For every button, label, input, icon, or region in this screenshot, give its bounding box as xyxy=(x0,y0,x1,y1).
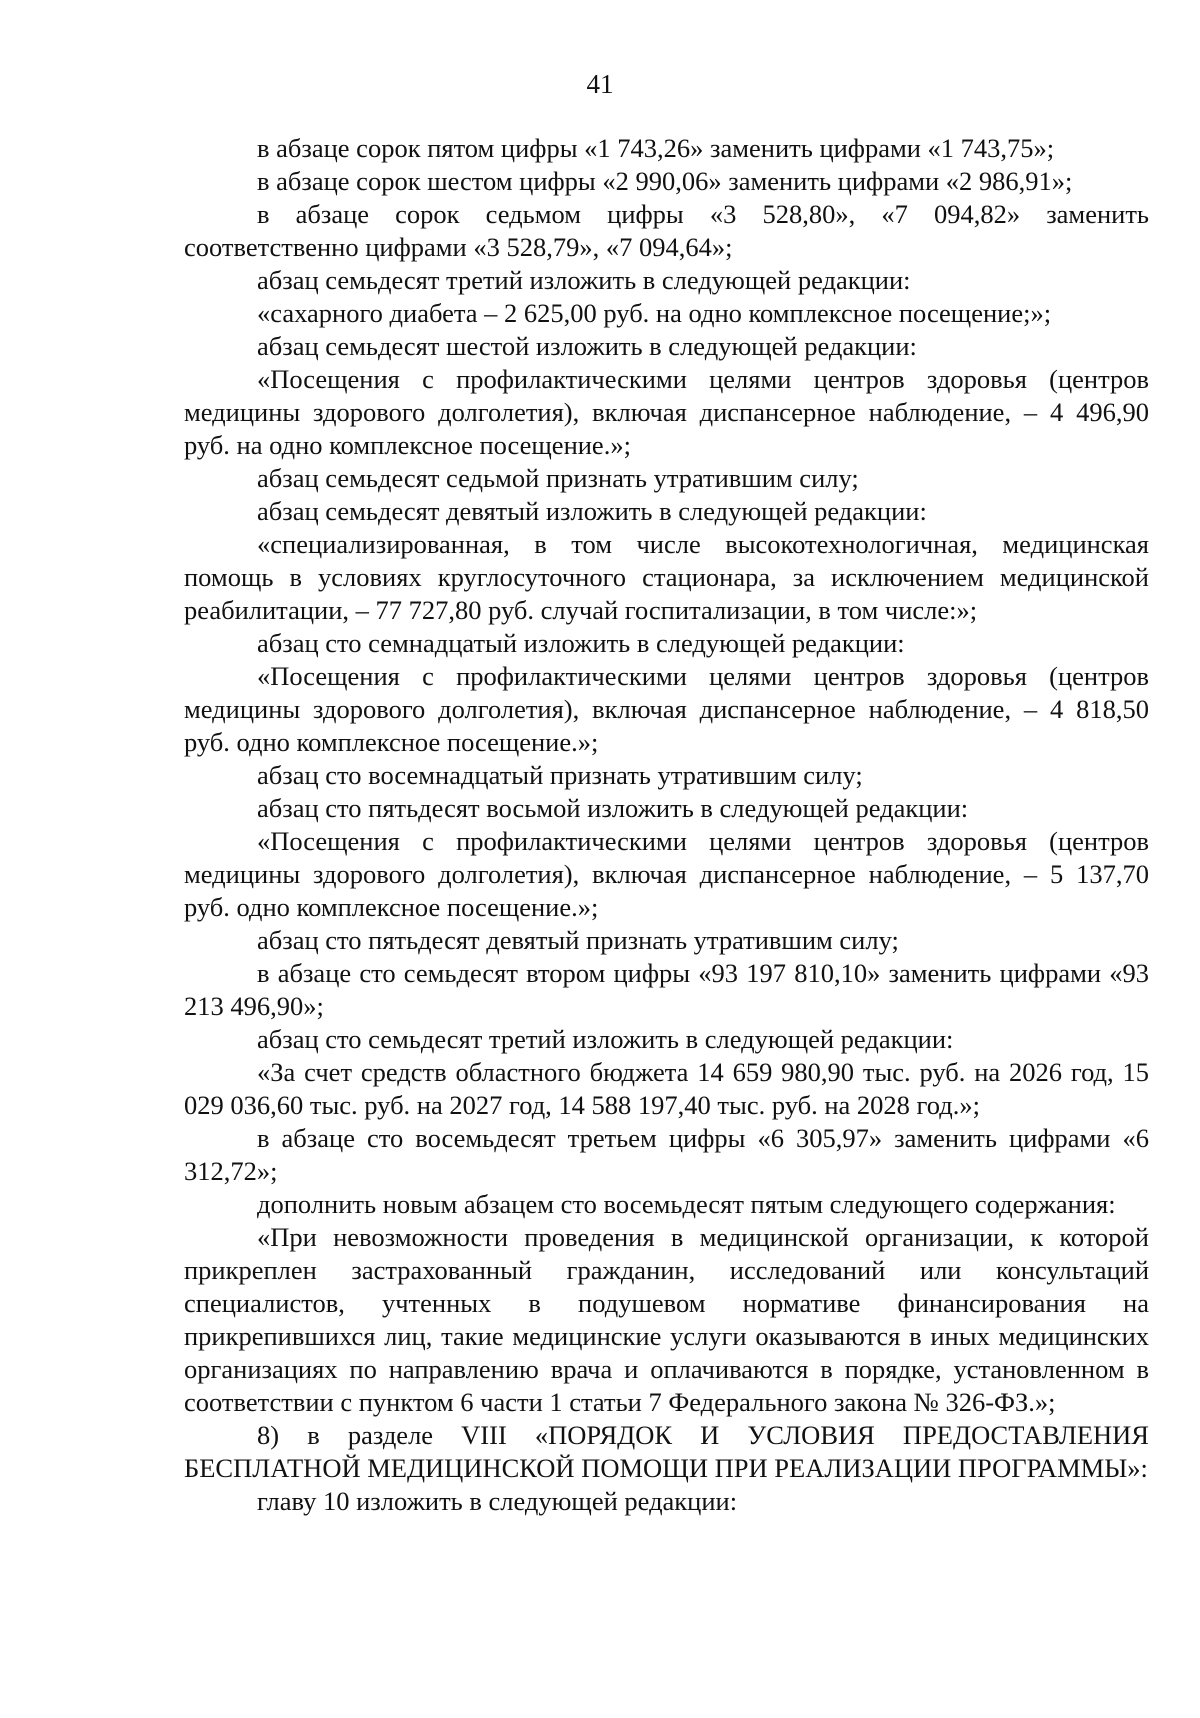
paragraph: в абзаце сто восемьдесят третьем цифры «6 305,97» заменить цифрами «6 312,72»; xyxy=(184,1123,1149,1186)
paragraph: абзац сто пятьдесят восьмой изложить в следующей редакции: xyxy=(257,793,969,823)
paragraph: в абзаце сто семьдесят втором цифры «93 197 810,10» заменить цифрами «93 213 496,90»; xyxy=(184,958,1149,1021)
paragraph: абзац сто семнадцатый изложить в следующей редакции: xyxy=(257,628,905,658)
paragraph: «При невозможности проведения в медицинской организации, к которой прикреплен застрахованный гражданин, исследований или консультаций специалистов, учтенных в подушевом нормативе финансирования на прикрепившихся лиц, такие медицинские услуги оказываются в иных медицинских организациях по направлению врача и оплачиваются в порядке, установленном в соответствии с пунктом 6 части 1 статьи 7 Федерального закона № 326-ФЗ.»; xyxy=(184,1222,1149,1417)
paragraph: абзац семьдесят девятый изложить в следующей редакции: xyxy=(257,496,927,526)
paragraph: абзац сто пятьдесят девятый признать утратившим силу; xyxy=(257,925,899,955)
paragraph: в абзаце сорок пятом цифры «1 743,26» заменить цифрами «1 743,75»; xyxy=(257,133,1055,163)
document-body xyxy=(184,132,1149,1518)
section-heading-paragraph: 8) в разделе VIII «ПОРЯДОК И УСЛОВИЯ ПРЕДОСТАВЛЕНИЯ БЕСПЛАТНОЙ МЕДИЦИНСКОЙ ПОМОЩИ ПРИ РЕАЛИЗАЦИИ ПРОГРАММЫ»: xyxy=(184,1420,1149,1483)
paragraph: «За счет средств областного бюджета 14 659 980,90 тыс. руб. на 2026 год, 15 029 036,60 тыс. руб. на 2027 год, 14 588 197,40 тыс. руб. на 2028 год.»; xyxy=(184,1057,1149,1120)
paragraph: абзац семьдесят седьмой признать утратившим силу; xyxy=(257,463,859,493)
page-number: 41 xyxy=(586,69,614,99)
paragraph: «Посещения с профилактическими целями центров здоровья (центров медицины здорового долголетия), включая диспансерное наблюдение, – 4 496,90 руб. на одно комплексное посещение.»; xyxy=(184,364,1149,460)
paragraph: абзац семьдесят третий изложить в следующей редакции: xyxy=(257,265,911,295)
paragraph: абзац семьдесят шестой изложить в следующей редакции: xyxy=(257,331,917,361)
paragraph: в абзаце сорок седьмом цифры «3 528,80», «7 094,82» заменить соответственно цифрами «3 528,79», «7 094,64»; xyxy=(184,199,1149,262)
paragraph: «Посещения с профилактическими целями центров здоровья (центров медицины здорового долголетия), включая диспансерное наблюдение, – 5 137,70 руб. одно комплексное посещение.»; xyxy=(184,826,1149,922)
paragraph: абзац сто восемнадцатый признать утратившим силу; xyxy=(257,760,863,790)
paragraph: «Посещения с профилактическими целями центров здоровья (центров медицины здорового долголетия), включая диспансерное наблюдение, – 4 818,50 руб. одно комплексное посещение.»; xyxy=(184,661,1149,757)
paragraph: главу 10 изложить в следующей редакции: xyxy=(257,1486,738,1516)
paragraph: абзац сто семьдесят третий изложить в следующей редакции: xyxy=(257,1024,954,1054)
paragraph: дополнить новым абзацем сто восемьдесят пятым следующего содержания: xyxy=(257,1189,1116,1219)
paragraph: «сахарного диабета – 2 625,00 руб. на одно комплексное посещение;»; xyxy=(257,298,1052,328)
paragraph: «специализированная, в том числе высокотехнологичная, медицинская помощь в условиях круглосуточного стационара, за исключением медицинской реабилитации, – 77 727,80 руб. случай госпитализации, в том числе:»; xyxy=(184,529,1149,625)
paragraph: в абзаце сорок шестом цифры «2 990,06» заменить цифрами «2 986,91»; xyxy=(257,166,1073,196)
